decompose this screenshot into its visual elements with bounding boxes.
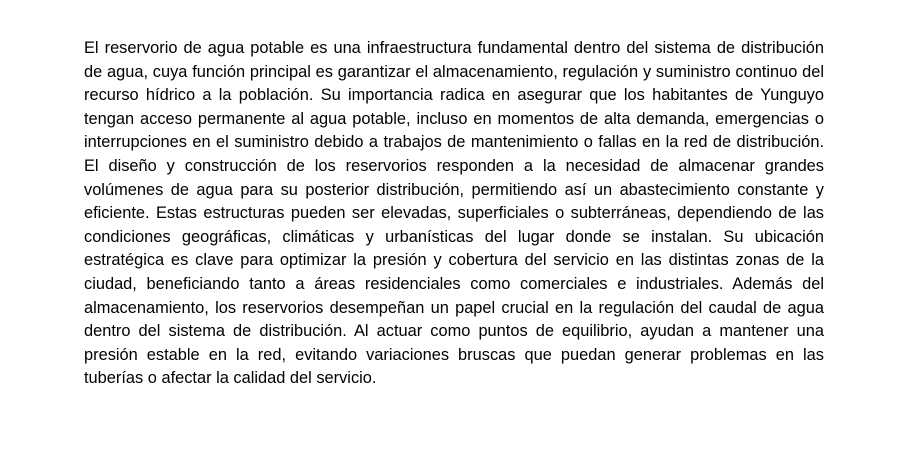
body-paragraph: El reservorio de agua potable es una infraestructura fundamental dentro del sistema de distribución de agua, cuya función principal es garantizar el almacenamiento, regulación y suministro continuo del recurso hídrico a la población. Su importancia radica en asegurar que los habitantes de Yunguyo tengan acceso permanente al agua potable, incluso en momentos de alta demanda, emergencias o interrupciones en el suministro debido a trabajos de mantenimiento o fallas en la red de distribución. El diseño y construcción de los reservorios responden a la necesidad de almacenar grandes volúmenes de agua para su posterior distribución, permitiendo así un abastecimiento constante y eficiente. Estas estructuras pueden ser elevadas, superficiales o subterráneas, dependiendo de las condiciones geográficas, climáticas y urbanísticas del lugar donde se instalan. Su ubicación estratégica es clave para optimizar la presión y cobertura del servicio en las distintas zonas de la ciudad, beneficiando tanto a áreas residenciales como comerciales e industriales. Además del almacenamiento, los reservorios desempeñan un papel crucial en la regulación del caudal de agua dentro del sistema de distribución. Al actuar como puntos de equilibrio, ayudan a mantener una presión estable en la red, evitando variaciones bruscas que puedan generar problemas en las tuberías o afectar la calidad del servicio.	[84, 39, 824, 388]
